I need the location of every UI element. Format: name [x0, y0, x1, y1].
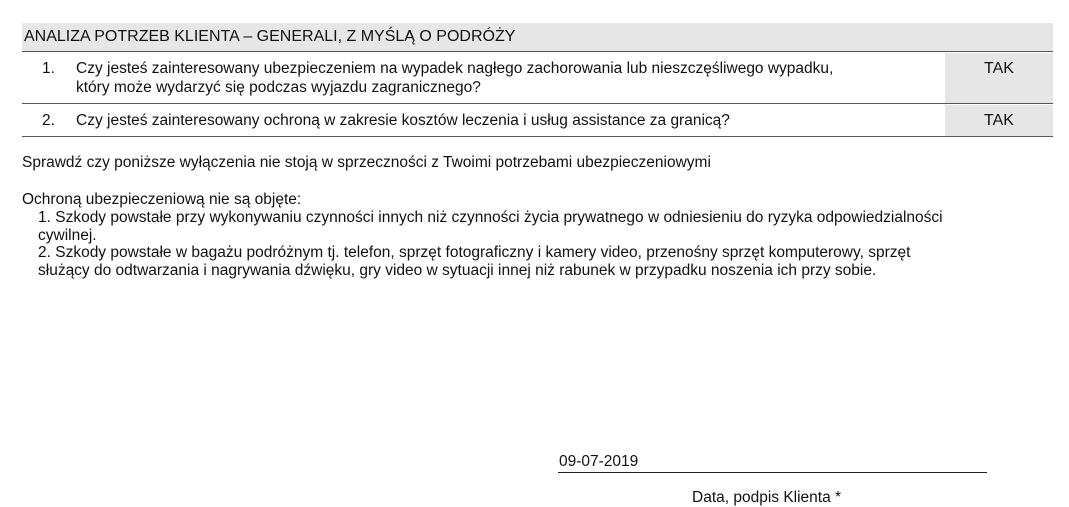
- question-text-line: Czy jesteś zainteresowany ochroną w zakresie kosztów leczenia i usług assistance za granicą?: [76, 112, 730, 129]
- section-title: [22, 23, 1053, 52]
- question-text: [76, 111, 936, 130]
- signature-caption: Data, podpis Klienta *: [692, 489, 842, 506]
- exclusion-item-line: 1. Szkody powstałe przy wykonywaniu czynności innych niż czynności życia prywatnego w odniesieniu do ryzyka odpowiedzialności: [38, 209, 943, 226]
- question-number: 1.: [42, 60, 55, 77]
- exclusion-item-line: 2. Szkody powstałe w bagażu podróżnym tj. telefon, sprzęt fotograficzny i kamery video, przenośny sprzęt komputerowy, sprzęt: [38, 244, 911, 261]
- question-row: [22, 53, 1053, 104]
- signature-line: [558, 472, 987, 473]
- exclusions-title: Ochroną ubezpieczeniową nie są objęte:: [22, 191, 302, 208]
- question-text-line: który może wydarzyć się podczas wyjazdu zagranicznego?: [76, 79, 481, 96]
- question-number: 2.: [42, 112, 55, 129]
- exclusion-item: [38, 209, 1058, 244]
- question-text: [76, 59, 936, 97]
- exclusion-item-line: cywilnej.: [38, 226, 97, 244]
- section-title-text: ANALIZA POTRZEB KLIENTA – GENERALI, Z MYŚLĄ O PODRÓŻY: [24, 28, 516, 45]
- exclusions-notice: Sprawdź czy poniższe wyłączenia nie stoją w sprzeczności z Twoimi potrzebami ubezpieczeniowymi: [22, 154, 711, 171]
- exclusion-item-line: służący do odtwarzania i nagrywania dźwięku, gry video w sytuacji innej niż rabunek w przypadku noszenia ich przy sobie.: [38, 261, 877, 279]
- question-text-line: Czy jesteś zainteresowany ubezpieczeniem na wypadek nagłego zachorowania lub nieszczęśliwego wypadku,: [76, 60, 834, 77]
- question-row: [22, 105, 1053, 137]
- exclusions-list: [38, 209, 1058, 279]
- exclusion-item: [38, 244, 1058, 279]
- question-answer: TAK: [945, 53, 1053, 103]
- question-answer: TAK: [945, 105, 1053, 136]
- signature-date: 09-07-2019: [559, 453, 639, 470]
